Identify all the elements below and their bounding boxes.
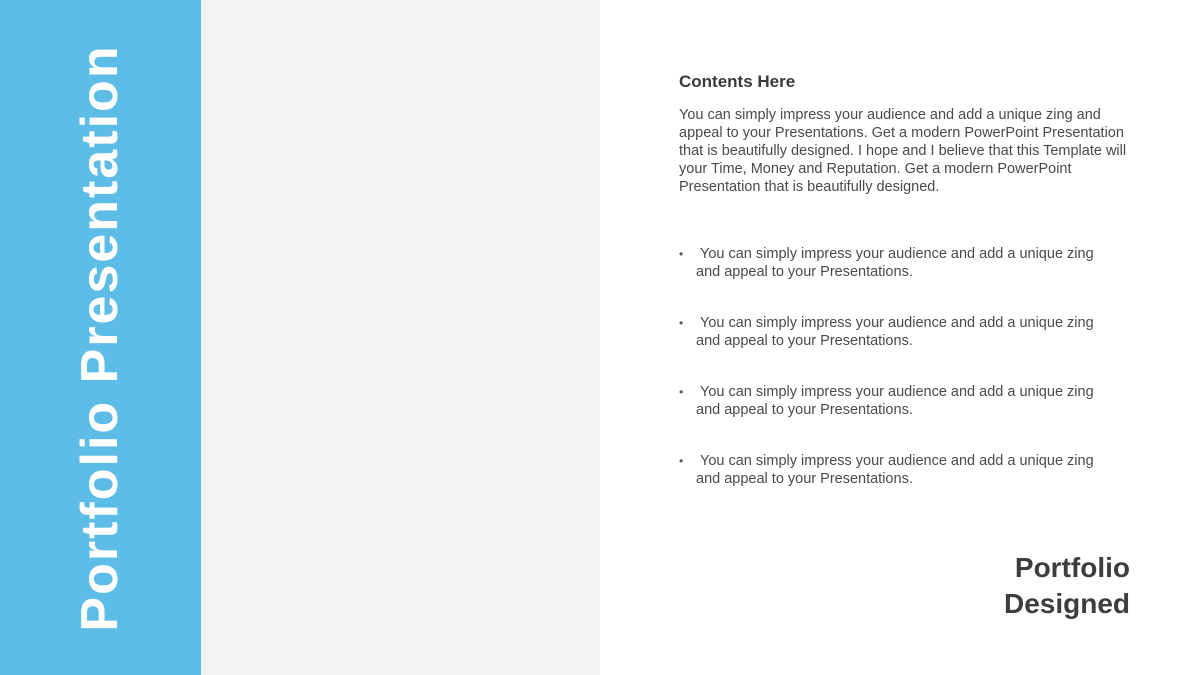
bullet-icon: • — [679, 247, 684, 261]
bullet-text: You can simply impress your audience and add a unique zing and appeal to your Presentations. — [696, 384, 1094, 418]
vertical-title: Portfolio Presentation — [71, 44, 129, 632]
bullet-list — [679, 245, 1119, 488]
bullet-text: You can simply impress your audience and add a unique zing and appeal to your Presentations. — [696, 315, 1094, 349]
footer-title-line-2: Designed — [1003, 588, 1130, 619]
image-placeholder — [201, 0, 600, 675]
content-block — [679, 72, 1129, 521]
bullet-item — [679, 452, 1119, 488]
footer-title-line-1: Portfolio — [1014, 552, 1130, 583]
bullet-icon: • — [679, 316, 684, 330]
bullet-icon: • — [679, 454, 684, 468]
bullet-text: You can simply impress your audience and add a unique zing and appeal to your Presentations. — [696, 453, 1094, 487]
bullet-item — [679, 245, 1119, 281]
bullet-text: You can simply impress your audience and add a unique zing and appeal to your Presentations. — [696, 246, 1094, 280]
footer-title — [1004, 550, 1130, 622]
bullet-item — [679, 383, 1119, 419]
sidebar-band — [0, 0, 201, 675]
bullet-item — [679, 314, 1119, 350]
content-paragraph: You can simply impress your audience and add a unique zing and appeal to your Presentations. Get a modern PowerPoint Presentation that is beautifully designed. I hope and I believe that this Template will your Time, Money and Reputation. Get a modern PowerPoint Presentation that is beautifully designed. — [679, 107, 1127, 195]
content-heading: Contents Here — [679, 72, 796, 91]
bullet-icon: • — [679, 385, 684, 399]
